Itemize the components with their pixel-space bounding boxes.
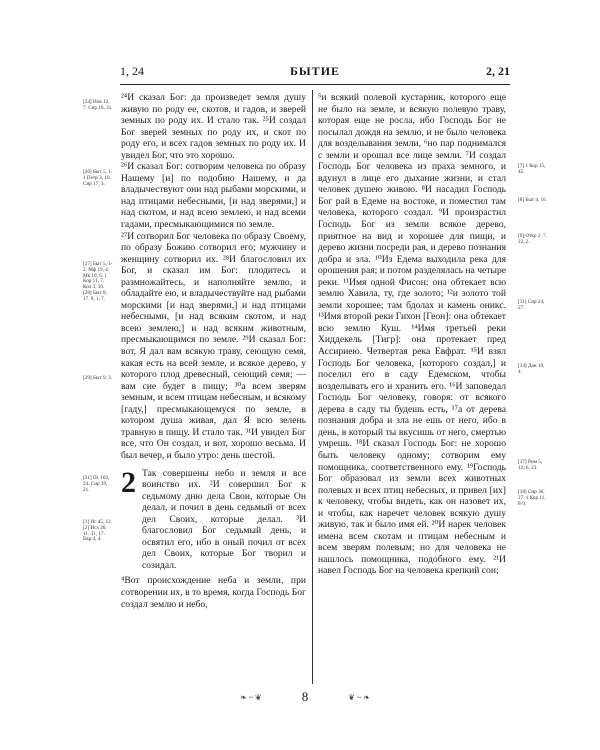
cross-reference: [7] 1 Кор 15, 45. — [518, 163, 546, 175]
cross-reference: [8] Быт 4, 16. — [518, 197, 548, 203]
page-number: 8 — [301, 689, 309, 704]
cross-reference: [1] Ис 45, 12. [2] Исх 20, 11. 31, 17. Евр 4, 4. — [83, 519, 112, 543]
verse-paragraph: ²⁶И сказал Бог: сотворим человека по образу Нашему [и] по подобию Нашему, и да владычествуют они над рыбами морскими, и над птицами небесными, [и над зверями,] и над скотом, и над всею землею, и над всеми гадами, пресмыкающимися по земле. — [121, 161, 306, 231]
verse-paragraph: ⁵и всякий полевой кустарник, которого еще не было на земле, и всякую полевую траву, которая еще не росла, ибо Господь Бог не посылал дождя на землю, и не было человека для возделывания земли, ⁶но пар поднимался с земли и орошал все лице земли. ⁷И создал Господь Бог человека из праха земного, и вдунул в лице его дыхание жизни, и стал человек душею живою. ⁸И насадил Господь Бог рай в Едеме на востоке, и поместил там человека, которого создал. ⁹И произрастил Господь Бог из земли всякое дерево, приятное на вид и хорошее для пищи, и дерево жизни посреди рая, и дерево познания добра и зла. ¹⁰Из Едема выходила река для орошения рая; и потом разделялась на четыре реки. ¹¹Имя одной Фисон: она обтекает всю землю Хавила, ту, где золото; ¹²и золото той земли хорошее; там бдолах и камень оникс. ¹³Имя второй реки Гихон [Геон]: она обтекает всю землю Куш. ¹⁴Имя третьей реки Хиддекель [Тигр]: она протекает пред Ассириею. Четвертая река Евфрат. ¹⁵И взял Господь Бог человека, [которого создал,] и поселил его в саду Едемском, чтобы возделывать его и хранить его. ¹⁶И заповедал Господь Бог человеку, говоря: от всякого дерева в саду ты будешь есть, ¹⁷а от дерева познания добра и зла не ешь от него, ибо в день, в который ты вкусишь от него, смертью умрешь. ¹⁸И сказал Господь Бог: не хорошо быть человеку одному; сотворим ему помощника, соответственного ему. ¹⁹Господь Бог образовал из земли всех животных полевых и всех птиц небесных, и привел [их] к человеку, чтобы видеть, как он назовет их, и чтобы, как наречет человек всякую душу живую, так и было имя ей. ²⁰И нарек человек имена всем скотам и птицам небесным и всем зверям полевым; но для человека не нашлось помощника, подобного ему. ²¹И навел Господь Бог на человека крепкий сон; — [318, 92, 506, 577]
chapter-start — [121, 465, 306, 572]
header-verse-end: 2, 21 — [486, 64, 510, 78]
chapter-verse-text: Так совершены небо и земля и все воинство их. ²И совершил Бог к седьмому дню дела Свои, которые Он делал, и почил в день седьмый от всех дел Своих, которые делал. ³И благословил Бог седьмый день, и освятил его, ибо в оный почил от всех дел Своих, которые Бог творил и созидал. — [142, 467, 306, 571]
header-rule — [120, 84, 510, 85]
header-book-title: БЫТИЕ — [289, 64, 341, 78]
cross-reference: [24] Иов 12, 7. Сир 16, 31. — [83, 99, 113, 111]
verse-paragraph: ²⁷И сотворил Бог человека по образу Своему, по образу Божию сотворил его; мужчину и женщину сотворил их. ²⁸И благословил их Бог, и сказал им Бог: плодитесь и размножайтесь, и наполняйте землю, и обладайте ею, и владычествуйте над рыбами морскими [и над зверями,] и над птицами небесными, [и над всяким скотом, и над всею землею,] и над всяким животным, пресмыкающимся по земле. ²⁹И сказал Бог: вот, Я дал вам всякую траву, сеющую семя, какая есть на всей земле, и всякое дерево, у которого плод древесный, сеющий семя; — вам сие будет в пищу; ³⁰а всем зверям земным, и всем птицам небесным, и всякому [гаду,] пресмыкающемуся по земле, в котором душа живая, дал Я всю зелень травную в пищу. И стало так. ³¹И увидел Бог все, что Он создал, и вот, хорошо весьма. И был вечер, и было утро: день шестой. — [121, 230, 306, 461]
chapter-number: 2 — [121, 465, 136, 499]
running-header — [120, 64, 510, 80]
ornament-icon: ❧ ~ ❦ — [240, 693, 262, 702]
verse-paragraph: ⁴Вот происхождение неба и земли, при сотворении их, в то время, когда Господь Бог создал землю и небо, — [121, 575, 306, 610]
cross-reference: [31] Пс 103, 24. Сир 39, 21. — [83, 475, 110, 493]
cross-reference: [29] Быт 9, 3. — [83, 375, 113, 381]
cross-reference: [11] Сир 24, 27. — [518, 299, 545, 311]
column-divider — [312, 90, 313, 684]
cross-reference: [17] Рим 5, 12; 6, 23. — [518, 459, 543, 471]
cross-reference: [27] Быт 5, 1-2. Мф 19, 4. Мк 10, 6. 1 Кор 11, 7. Кол 3, 10. [28] Быт 8, 17. 9, 1, 7. — [83, 261, 113, 302]
cross-reference: [9] Откр 2, 7. 22, 2. — [518, 233, 547, 245]
verse-paragraph: ²⁴И сказал Бог: да произведет земля душу живую по роду ее, скотов, и гадов, и зверей земных по роду их. И стало так. ²⁵И создал Бог зверей земных по роду их, и скот по роду его, и всех гадов земных по роду их. И увидел Бог, что это хорошо. — [121, 92, 306, 161]
right-text-column — [318, 92, 506, 577]
ornament-icon: ❦ ~ ❧ — [348, 693, 370, 702]
cross-reference: [26] Быт 5, 1. 1 Петр 3, 10. Сир 17, 3. — [83, 169, 113, 187]
cross-reference: [14] Дан 10, 4. — [518, 363, 545, 375]
cross-reference: [18] Сир 36, 27. 1 Кор 11, 8-9. — [518, 489, 546, 507]
left-text-column — [121, 92, 306, 610]
page-footer — [230, 688, 380, 708]
header-verse-start: 1, 24 — [120, 64, 144, 78]
